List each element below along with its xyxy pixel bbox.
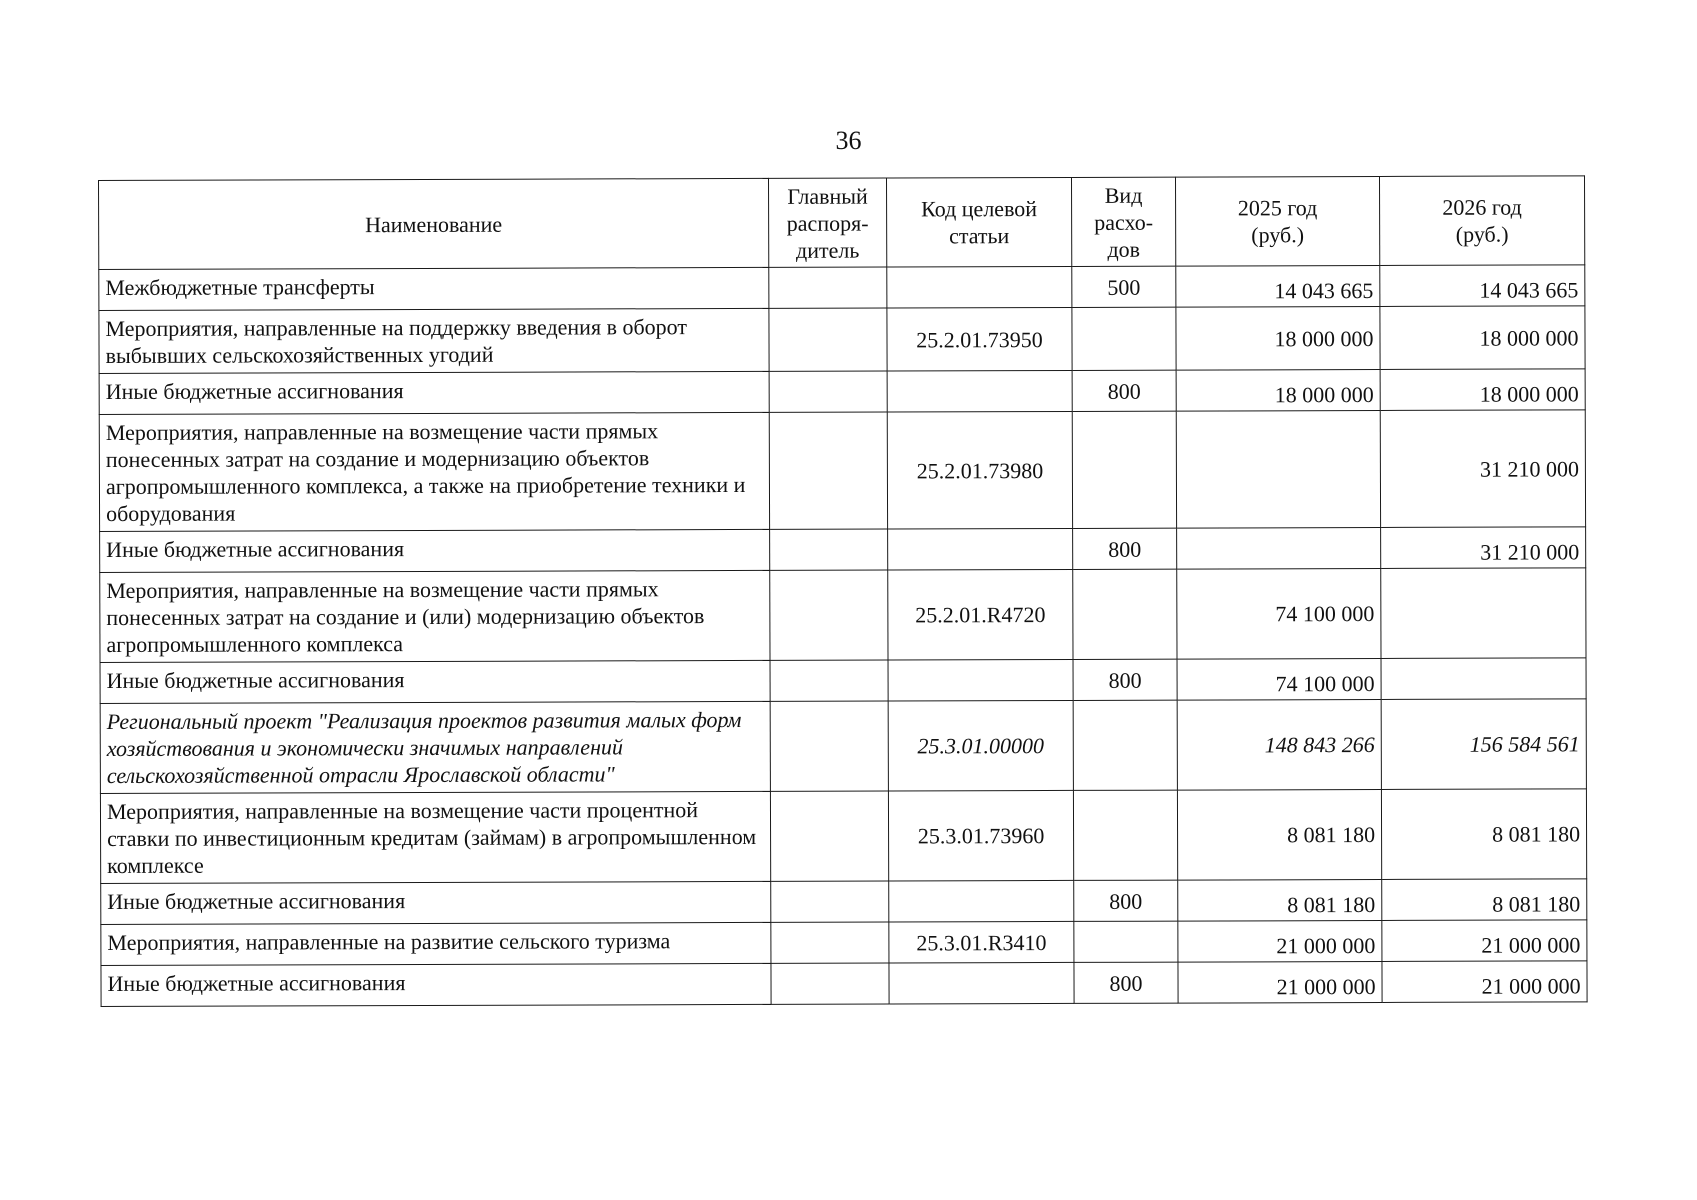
cell-name: Мероприятия, направленные на возмещение части прямых понесенных затрат на создание и модернизацию объектов агропромышленного комплекса, а также на приобретение техники и оборудования	[99, 412, 769, 531]
table-row	[99, 369, 1585, 415]
table-row	[99, 410, 1585, 532]
cell-2025: 74 100 000	[1177, 568, 1381, 659]
cell-expense-type	[1073, 569, 1177, 659]
table-row	[100, 699, 1586, 794]
cell-2026: 21 000 000	[1382, 961, 1587, 1003]
header-expense-type-line2: расхо-	[1094, 209, 1154, 235]
cell-manager	[769, 267, 887, 308]
table-row	[101, 879, 1587, 925]
cell-expense-type: 800	[1073, 528, 1177, 569]
cell-manager	[770, 791, 888, 881]
budget-table	[98, 175, 1588, 1007]
cell-name: Межбюджетные трансферты	[99, 267, 769, 310]
cell-code: 25.3.01.R3410	[889, 921, 1074, 963]
cell-2025: 18 000 000	[1176, 369, 1380, 411]
cell-code: 25.2.01.R4720	[888, 569, 1073, 660]
cell-manager	[769, 371, 887, 412]
header-year-2025-line1: 2025 год	[1237, 195, 1318, 221]
cell-expense-type: 800	[1074, 880, 1178, 921]
table-row	[101, 920, 1587, 966]
cell-name: Мероприятия, направленные на поддержку введения в оборот выбывших сельскохозяйственных угодий	[99, 308, 769, 373]
cell-2025: 148 843 266	[1177, 699, 1381, 790]
cell-code: 25.2.01.73950	[887, 307, 1072, 371]
cell-name: Мероприятия, направленные на возмещение части прямых понесенных затрат на создание и (или) модернизацию объектов агропромышленного комплекса	[100, 570, 770, 662]
cell-name: Иные бюджетные ассигнования	[100, 660, 770, 703]
cell-name: Иные бюджетные ассигнования	[99, 371, 769, 414]
table-header-row	[99, 176, 1585, 270]
header-target-code-line1: Код целевой	[921, 196, 1038, 222]
cell-manager	[770, 660, 888, 701]
cell-expense-type: 800	[1073, 659, 1177, 700]
header-main-manager-line1: Главный	[787, 183, 868, 209]
cell-name: Иные бюджетные ассигнования	[101, 881, 771, 924]
header-main-manager-line2: распоря-	[786, 210, 869, 236]
header-year-2026-line2: (руб.)	[1455, 221, 1509, 247]
cell-code: 25.3.01.73960	[888, 790, 1073, 881]
header-main-manager	[768, 178, 886, 267]
cell-code	[887, 266, 1072, 308]
header-main-manager-line3: дитель	[795, 237, 860, 263]
cell-code	[889, 880, 1074, 922]
cell-expense-type	[1072, 307, 1176, 370]
table-row	[99, 306, 1585, 374]
cell-2025: 21 000 000	[1178, 961, 1382, 1003]
cell-manager	[770, 529, 888, 570]
cell-2026: 31 210 000	[1380, 410, 1585, 528]
cell-2025: 74 100 000	[1177, 658, 1381, 700]
cell-2026	[1381, 568, 1586, 659]
cell-name: Мероприятия, направленные на развитие сельского туризма	[101, 922, 771, 965]
table-row	[100, 658, 1586, 704]
cell-2026: 8 081 180	[1381, 789, 1586, 880]
header-expense-type-line3: дов	[1107, 236, 1141, 262]
cell-code	[889, 962, 1074, 1004]
cell-name: Иные бюджетные ассигнования	[101, 963, 771, 1006]
cell-2025: 8 081 180	[1178, 879, 1382, 921]
cell-manager	[769, 308, 887, 371]
cell-2025	[1176, 410, 1380, 528]
cell-2025: 8 081 180	[1177, 789, 1381, 880]
cell-2026	[1381, 658, 1586, 700]
header-year-2026-line1: 2026 год	[1442, 194, 1522, 220]
cell-code	[888, 528, 1073, 570]
cell-expense-type	[1073, 790, 1177, 880]
cell-2026: 31 210 000	[1381, 527, 1586, 569]
cell-2025: 14 043 665	[1176, 265, 1380, 307]
cell-expense-type	[1074, 921, 1178, 962]
table-row	[99, 265, 1585, 311]
cell-code	[887, 370, 1072, 412]
cell-expense-type	[1072, 411, 1176, 528]
header-name-label: Наименование	[365, 211, 503, 237]
header-target-code-line2: статьи	[948, 223, 1010, 249]
cell-manager	[770, 570, 888, 660]
cell-2026: 14 043 665	[1380, 265, 1585, 307]
table-row	[100, 789, 1586, 884]
header-year-2026	[1379, 176, 1584, 266]
cell-expense-type: 800	[1072, 370, 1176, 411]
cell-expense-type: 800	[1074, 962, 1178, 1003]
cell-2026: 8 081 180	[1382, 879, 1587, 921]
cell-2025	[1177, 527, 1381, 569]
header-year-2025-line2: (руб.)	[1251, 222, 1305, 248]
header-name	[99, 178, 769, 269]
cell-2026: 21 000 000	[1382, 920, 1587, 962]
header-target-code	[886, 177, 1071, 267]
table-row	[100, 527, 1586, 573]
cell-name: Региональный проект "Реализация проектов развития малых форм хозяйствования и экономически значимых направлений сельскохозяйственной отрасли Ярославской области"	[100, 701, 770, 793]
header-year-2025	[1175, 176, 1379, 266]
page-number: 36	[835, 126, 862, 155]
cell-2025: 21 000 000	[1178, 920, 1382, 962]
cell-code: 25.3.01.00000	[888, 700, 1073, 791]
cell-2026: 18 000 000	[1380, 306, 1585, 370]
cell-manager	[771, 963, 889, 1004]
table-row	[100, 568, 1586, 663]
cell-manager	[771, 922, 889, 963]
cell-2026: 18 000 000	[1380, 369, 1585, 411]
header-expense-type	[1071, 177, 1175, 266]
cell-2025: 18 000 000	[1176, 306, 1380, 370]
cell-code: 25.2.01.73980	[887, 411, 1072, 529]
cell-2026: 156 584 561	[1381, 699, 1586, 790]
cell-name: Иные бюджетные ассигнования	[100, 529, 770, 572]
header-expense-type-line1: Вид	[1104, 182, 1143, 208]
cell-manager	[769, 412, 887, 529]
cell-manager	[770, 701, 888, 791]
table-row	[101, 961, 1587, 1007]
cell-code	[888, 659, 1073, 701]
cell-expense-type	[1073, 700, 1177, 790]
cell-manager	[771, 881, 889, 922]
cell-expense-type: 500	[1072, 266, 1176, 307]
cell-name: Мероприятия, направленные на возмещение части процентной ставки по инвестиционным кредитам (займам) в агропромышленном комплексе	[100, 791, 770, 883]
